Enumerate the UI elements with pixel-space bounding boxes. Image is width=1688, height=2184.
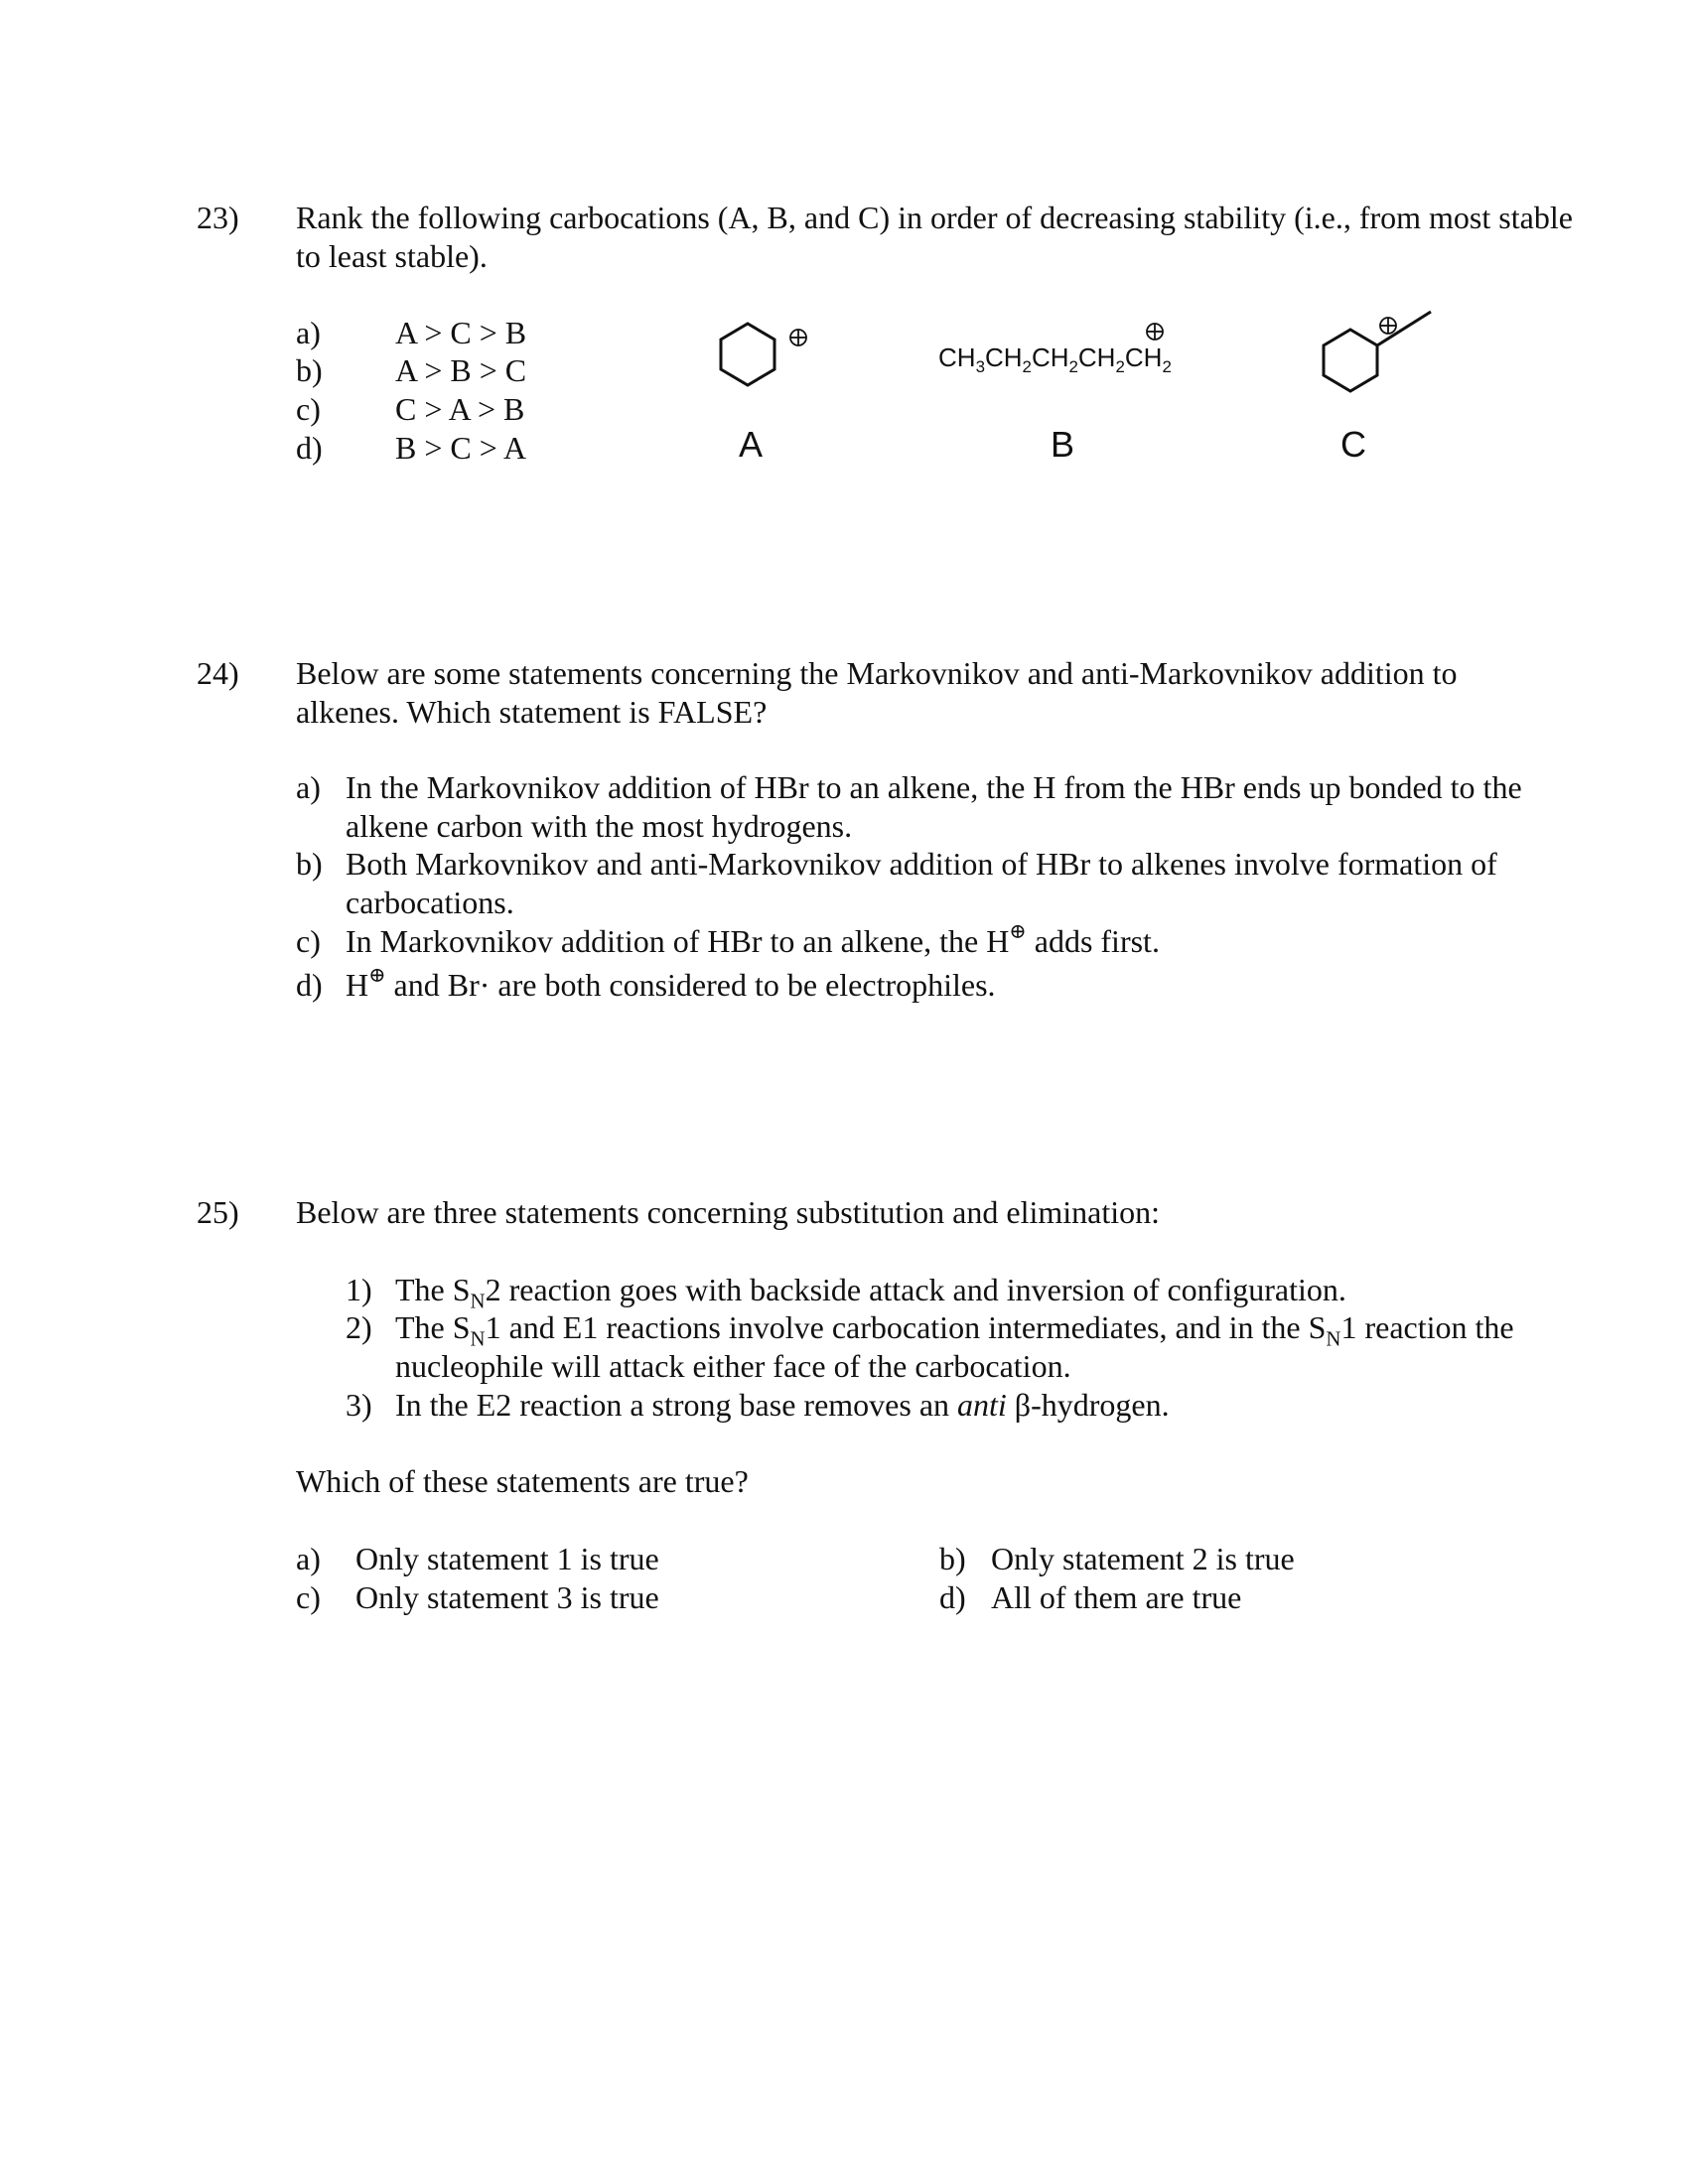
q25-choice-a-label: a) <box>296 1541 321 1576</box>
q25-statement-1 <box>346 1271 1587 1313</box>
q25-number: 25) <box>197 1194 239 1230</box>
structure-c-label: C <box>1340 424 1366 465</box>
q25-statement-1-text: The $S_N2$ reaction goes with backside attack and inversion of configuration. <box>395 1272 1346 1313</box>
q25-question: Which of these statements are true? <box>296 1463 749 1499</box>
q25-statement-3-label: 3) <box>346 1387 372 1423</box>
q23-choice-b-text[interactable]: A > B > C <box>395 352 527 388</box>
structure-b-charge-icon <box>1142 320 1172 343</box>
q25-statement-1-label: 1) <box>346 1272 372 1307</box>
proton-charge-symbol: ⊕ <box>368 964 386 988</box>
q23-choice-d-text[interactable]: B > C > A <box>395 430 527 466</box>
q25-statement-2 <box>346 1308 1587 1386</box>
q24-choice-c-label: c) <box>296 923 321 959</box>
q25-choice-d-label: d) <box>939 1579 966 1615</box>
q23-choice-b-label[interactable]: b) <box>296 352 323 388</box>
q25-statement-2-text: The $S_N1$ and E1 reactions involve carbocation intermediates, and in the $S_N1$ reaction the nucleophile will attack either face of the carbocation. <box>395 1309 1514 1385</box>
q24-choice-d-label: d) <box>296 967 323 1003</box>
structure-b-formula: $CH_3CH_2CH_2CH_2CH_2$ <box>938 342 1172 377</box>
q23-choice-c-text[interactable]: C > A > B <box>395 391 525 427</box>
q25-choice-a[interactable] <box>296 1540 852 1578</box>
q25-statement-2-label: 2) <box>346 1309 372 1345</box>
proton-charge-symbol: ⊕ <box>1009 920 1027 944</box>
q25-choice-d[interactable] <box>939 1578 1495 1617</box>
q24-choice-d[interactable] <box>296 966 1587 1005</box>
structure-a-label: A <box>739 424 764 465</box>
q25-choice-b-text: Only statement 2 is true <box>991 1541 1295 1576</box>
q25-choice-c-text: Only statement 3 is true <box>355 1579 659 1615</box>
q25-statement-3 <box>346 1386 1587 1425</box>
q24-choice-b-text: Both Markovnikov and anti-Markovnikov addition of HBr to alkenes involve formation of carbocations. <box>346 846 1497 921</box>
q23-choice-d-label[interactable]: d) <box>296 430 323 466</box>
q23-prompt: Rank the following carbocations (A, B, and C) in order of decreasing stability (i.e., from most stable to least stable). <box>296 200 1573 275</box>
q25-choice-c[interactable] <box>296 1578 852 1617</box>
q24-choice-b-label: b) <box>296 846 323 882</box>
q24-choice-a-label: a) <box>296 769 321 805</box>
q24-choice-a-text: In the Markovnikov addition of HBr to an alkene, the H from the HBr ends up bonded to the alkene carbon with the most hydrogens. <box>346 769 1522 845</box>
structure-b-label: B <box>1051 424 1075 465</box>
q25-choice-a-text: Only statement 1 is true <box>355 1541 659 1576</box>
q24-choice-c[interactable] <box>296 922 1587 961</box>
q25-choice-d-text: All of them are true <box>991 1579 1242 1615</box>
q23-number: 23) <box>197 200 239 235</box>
q25-prompt: Below are three statements concerning substitution and elimination: <box>296 1194 1160 1230</box>
q24-prompt: Below are some statements concerning the Markovnikov and anti-Markovnikov addition to alkenes. Which statement is FALSE? <box>296 655 1458 731</box>
q25-statement-3-text: In the E2 reaction a strong base removes an anti β-hydrogen. <box>395 1387 1170 1423</box>
structure-c-methylcyclohexyl-cation <box>1301 298 1460 407</box>
q23-choice-a-label[interactable]: a) <box>296 315 321 350</box>
q25-choice-b[interactable] <box>939 1540 1495 1578</box>
q25-choice-b-label: b) <box>939 1541 966 1576</box>
structure-a-cyclohexyl-cation <box>695 308 814 407</box>
q24-number: 24) <box>197 655 239 691</box>
q24-choice-b[interactable] <box>296 845 1587 922</box>
q24-choice-d-text: H⊕ and Br· are both considered to be electrophiles. <box>346 964 996 1003</box>
q24-choice-c-text: In Markovnikov addition of HBr to an alkene, the H⊕ adds first. <box>346 920 1160 959</box>
q23-choice-a-text[interactable]: A > C > B <box>395 315 527 350</box>
q25-choice-c-label: c) <box>296 1579 321 1615</box>
q23-choice-c-label[interactable]: c) <box>296 391 321 427</box>
q24-choice-a[interactable] <box>296 768 1587 846</box>
